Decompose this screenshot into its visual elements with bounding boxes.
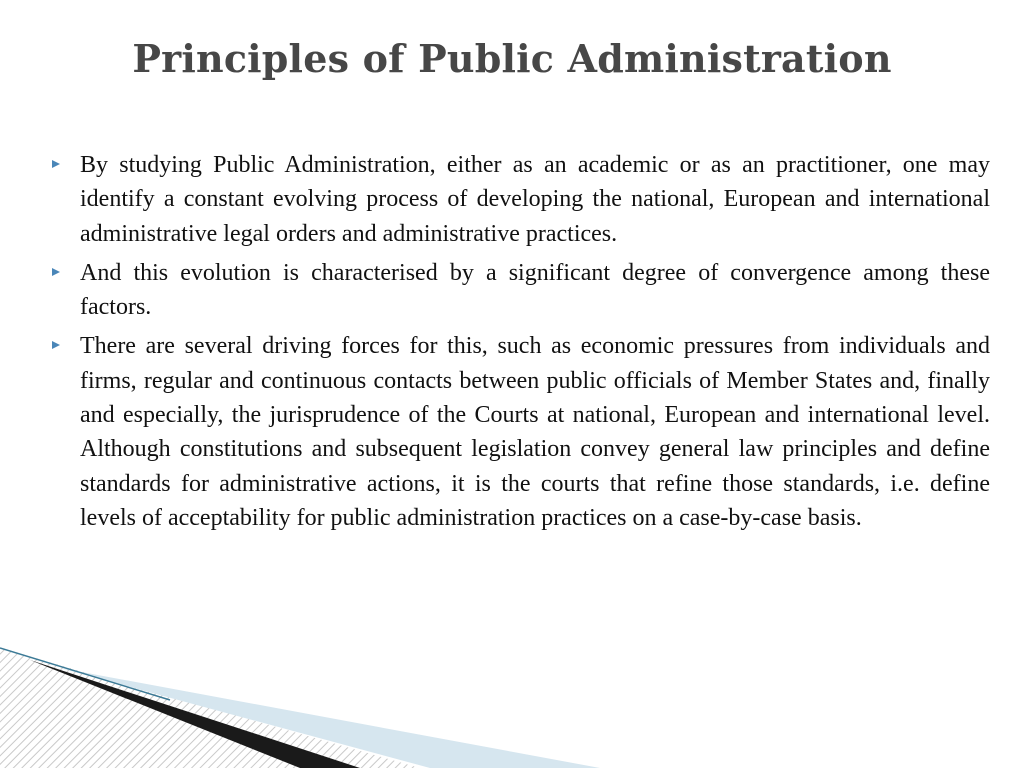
triangle-right-icon — [52, 341, 60, 349]
bullet-text: And this evolution is characterised by a significant degree of convergence among these factors. — [80, 259, 990, 321]
bullet-item — [46, 148, 990, 251]
triangle-right-icon — [52, 268, 60, 276]
hatch-wedge — [0, 648, 420, 768]
bullet-text: There are several driving forces for this, such as economic pressures from individuals and firms, regular and continuous contacts between public officials of Member States and, finally and especially, the jurisprudence of the Courts at national, European and international level. Although constitutions and subsequent legislation convey general law principles and define standards for administrative actions, it is the courts that refine those standards, i.e. define levels of acceptability for public administration practices on a case-by-case basis. — [80, 333, 990, 531]
teal-edge-line — [0, 648, 170, 700]
triangle-right-icon — [52, 160, 60, 168]
light-blue-wedge — [60, 668, 600, 768]
bullet-text: By studying Public Administration, either as an academic or as an practitioner, one may identify a constant evolving process of developing the national, European and international administrative legal orders and administrative practices. — [80, 152, 990, 247]
bullet-item — [46, 329, 990, 535]
bullet-list — [46, 148, 990, 540]
dark-wedge — [30, 660, 360, 768]
slide-title: Principles of Public Administration — [132, 36, 892, 81]
bullet-item — [46, 256, 990, 325]
